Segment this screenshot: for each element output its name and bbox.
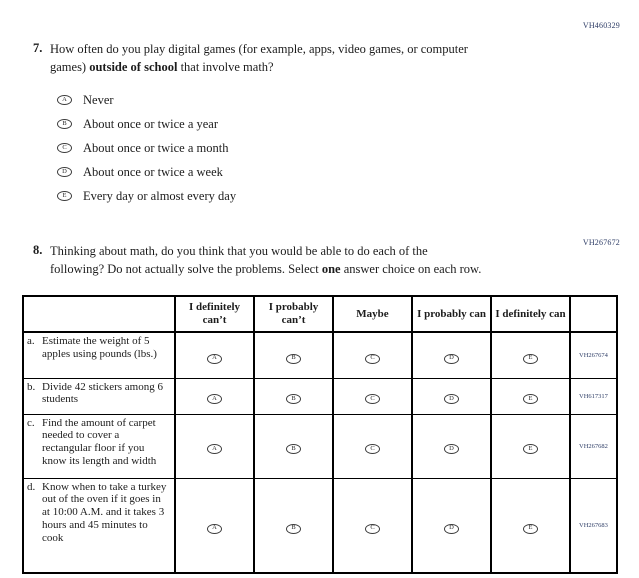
radio-bubble-a-icon: A: [207, 524, 222, 534]
radio-bubble-d-icon: D: [444, 444, 459, 454]
radio-bubble-c-icon: C: [365, 444, 380, 454]
question7-number: 7.: [33, 41, 43, 55]
table-row-b: [23, 378, 617, 414]
radio-bubble-a-icon: A: [57, 95, 72, 105]
radio-bubble-a-icon: A: [207, 394, 222, 404]
row-a-option-e[interactable]: [491, 332, 570, 378]
q7-option-once-twice-week[interactable]: [57, 165, 468, 180]
row-d-option-d[interactable]: [412, 478, 491, 573]
question-7: [33, 41, 468, 213]
q8-matrix-table: [22, 295, 618, 574]
row-c-option-b[interactable]: [254, 414, 333, 478]
matrix-header-probably-can: I probably can: [412, 296, 491, 332]
row-c-label: c. Find the amount of carpet needed to cover a rectangular floor if you know its length and width: [23, 414, 175, 478]
row-a-option-b[interactable]: [254, 332, 333, 378]
row-c-option-e[interactable]: [491, 414, 570, 478]
radio-bubble-a-icon: A: [207, 444, 222, 454]
row-b-code: VH617317: [570, 378, 617, 414]
table-row-a: [23, 332, 617, 378]
option-label: About once or twice a year: [83, 116, 219, 131]
row-a-code: VH267674: [570, 332, 617, 378]
row-c-option-d[interactable]: [412, 414, 491, 478]
row-c-code: VH267682: [570, 414, 617, 478]
matrix-header-probably-cant: I probably can’t: [254, 296, 333, 332]
matrix-header-code-col: [570, 296, 617, 332]
row-d-code: VH267683: [570, 478, 617, 573]
question8-text: Thinking about math, do you think that you would be able to do each of the following? Do not actually solve the problems. Select one answer choice on each row.: [50, 244, 482, 276]
radio-bubble-c-icon: C: [57, 143, 72, 153]
table-row-c: [23, 414, 617, 478]
row-d-option-a[interactable]: [175, 478, 254, 573]
question7-accession-code: VH460329: [582, 21, 620, 30]
row-a-option-a[interactable]: [175, 332, 254, 378]
question8-number: 8.: [33, 243, 43, 257]
radio-bubble-b-icon: B: [286, 524, 301, 534]
radio-bubble-b-icon: B: [286, 394, 301, 404]
row-a-label: a. Estimate the weight of 5 apples using pounds (lbs.): [23, 332, 175, 378]
row-d-option-b[interactable]: [254, 478, 333, 573]
radio-bubble-e-icon: E: [523, 394, 538, 404]
q7-option-once-twice-month[interactable]: [57, 141, 468, 156]
row-d-option-c[interactable]: [333, 478, 412, 573]
option-label: About once or twice a month: [83, 140, 229, 155]
row-c-option-a[interactable]: [175, 414, 254, 478]
radio-bubble-d-icon: D: [444, 394, 459, 404]
matrix-header-definitely-cant: I definitely can’t: [175, 296, 254, 332]
row-b-option-a[interactable]: [175, 378, 254, 414]
question7-text: How often do you play digital games (for example, apps, video games, or computer games) outside of school that involve math?: [50, 42, 468, 74]
radio-bubble-c-icon: C: [365, 354, 380, 364]
radio-bubble-b-icon: B: [57, 119, 72, 129]
radio-bubble-d-icon: D: [57, 167, 72, 177]
row-c-option-c[interactable]: [333, 414, 412, 478]
radio-bubble-b-icon: B: [286, 354, 301, 364]
question7-options: [57, 93, 468, 204]
table-row-d: [23, 478, 617, 573]
option-label: Every day or almost every day: [83, 188, 237, 203]
radio-bubble-e-icon: E: [523, 354, 538, 364]
matrix-header-maybe: Maybe: [333, 296, 412, 332]
option-label: About once or twice a week: [83, 164, 223, 179]
question8-accession-code: VH267672: [582, 238, 620, 247]
row-b-option-b[interactable]: [254, 378, 333, 414]
row-b-option-e[interactable]: [491, 378, 570, 414]
matrix-header-empty: [23, 296, 175, 332]
radio-bubble-c-icon: C: [365, 394, 380, 404]
q7-option-never[interactable]: [57, 93, 468, 108]
radio-bubble-c-icon: C: [365, 524, 380, 534]
q7-option-every-day[interactable]: [57, 189, 468, 204]
radio-bubble-e-icon: E: [523, 524, 538, 534]
radio-bubble-d-icon: D: [444, 524, 459, 534]
matrix-header-definitely-can: I definitely can: [491, 296, 570, 332]
matrix-header-row: [23, 296, 617, 332]
option-label: Never: [83, 92, 114, 107]
row-b-option-c[interactable]: [333, 378, 412, 414]
row-a-option-c[interactable]: [333, 332, 412, 378]
row-b-option-d[interactable]: [412, 378, 491, 414]
radio-bubble-e-icon: E: [523, 444, 538, 454]
radio-bubble-b-icon: B: [286, 444, 301, 454]
question-8: [33, 243, 481, 279]
row-b-label: b. Divide 42 stickers among 6 students: [23, 378, 175, 414]
row-d-label: d. Know when to take a turkey out of the oven if it goes in at 10:00 A.M. and it takes 3 hours and 45 minutes to cook: [23, 478, 175, 573]
radio-bubble-a-icon: A: [207, 354, 222, 364]
q7-option-once-twice-year[interactable]: [57, 117, 468, 132]
radio-bubble-e-icon: E: [57, 191, 72, 201]
radio-bubble-d-icon: D: [444, 354, 459, 364]
row-a-option-d[interactable]: [412, 332, 491, 378]
row-d-option-e[interactable]: [491, 478, 570, 573]
